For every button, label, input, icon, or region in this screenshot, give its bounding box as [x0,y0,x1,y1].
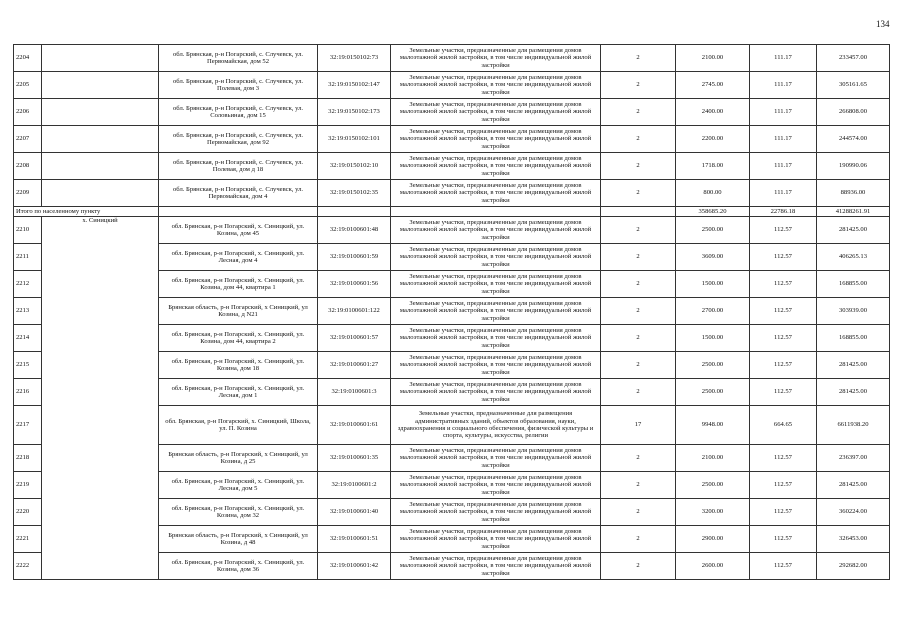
cadastral-number-cell: 32:19:0100601:27 [318,352,391,379]
land-purpose-cell: Земельные участки, предназначенные для размещения домов малоэтажной жилой застройки, в том числе индивидуальной жилой застройки [391,298,601,325]
table-row [14,99,890,126]
rate-cell: 664.65 [750,406,817,445]
table-row [14,72,890,99]
rate-cell: 112.57 [750,271,817,298]
value-cell: 326453.00 [817,526,890,553]
cadastral-number-cell: 32:19:0150102:101 [318,126,391,153]
value-cell: 236397.00 [817,445,890,472]
land-purpose-cell: Земельные участки, предназначенные для размещения домов малоэтажной жилой застройки, в том числе индивидуальной жилой застройки [391,72,601,99]
cadastral-number-cell: 32:19:0150102:10 [318,153,391,180]
row-number: 2219 [14,472,42,499]
land-purpose-cell: Земельные участки, предназначенные для размещения домов малоэтажной жилой застройки, в том числе индивидуальной жилой застройки [391,499,601,526]
land-purpose-cell: Земельные участки, предназначенные для размещения домов малоэтажной жилой застройки, в том числе индивидуальной жилой застройки [391,271,601,298]
value-cell: 266808.00 [817,99,890,126]
value-cell: 406265.13 [817,244,890,271]
address-cell: Брянская область, р-н Погарский, х Синицкий, ул Козина, д 48 [159,526,318,553]
row-number: 2218 [14,445,42,472]
land-purpose-cell: Земельные участки, предназначенные для размещения домов малоэтажной жилой застройки, в том числе индивидуальной жилой застройки [391,472,601,499]
address-cell: обл. Брянская, р-н Погарский, х. Синицкий, ул. Козина, дом 44, квартира 1 [159,271,318,298]
area-cell: 2745.00 [676,72,750,99]
area-cell: 3200.00 [676,499,750,526]
settlement-name: х. Синицкий [42,217,159,580]
address-cell: Брянская область, р-н Погарский, х Синицкий, ул Козина, д N21 [159,298,318,325]
rate-cell: 112.57 [750,499,817,526]
rate-cell: 111.17 [750,99,817,126]
empty-cell [42,180,159,207]
land-purpose-cell: Земельные участки, предназначенные для размещения домов малоэтажной жилой застройки, в том числе индивидуальной жилой застройки [391,217,601,244]
group-cell: 2 [601,445,676,472]
rate-cell: 112.57 [750,325,817,352]
rate-cell: 111.17 [750,180,817,207]
group-cell: 2 [601,271,676,298]
row-number: 2209 [14,180,42,207]
land-purpose-cell: Земельные участки, предназначенные для размещения домов малоэтажной жилой застройки, в том числе индивидуальной жилой застройки [391,325,601,352]
row-number: 2208 [14,153,42,180]
cadastral-number-cell: 32:19:0100601:35 [318,445,391,472]
rate-cell: 112.57 [750,298,817,325]
area-cell: 2500.00 [676,379,750,406]
value-cell: 281425.00 [817,217,890,244]
area-cell: 800.00 [676,180,750,207]
empty-cell [42,72,159,99]
land-purpose-cell: Земельные участки, предназначенные для размещения домов малоэтажной жилой застройки, в том числе индивидуальной жилой застройки [391,126,601,153]
total-rate: 22786.18 [750,207,817,217]
value-cell: 244574.00 [817,126,890,153]
empty-cell [42,126,159,153]
address-cell: обл. Брянская, р-н Погарский, с. Случевск, ул. Полевая, дом д 18 [159,153,318,180]
land-purpose-cell: Земельные участки, предназначенные для размещения домов малоэтажной жилой застройки, в том числе индивидуальной жилой застройки [391,379,601,406]
value-cell: 305161.65 [817,72,890,99]
total-area: 358685.20 [676,207,750,217]
area-cell: 2100.00 [676,45,750,72]
cadastral-number-cell: 32:19:0100601:122 [318,298,391,325]
value-cell: 190990.06 [817,153,890,180]
area-cell: 2500.00 [676,472,750,499]
group-cell: 2 [601,72,676,99]
value-cell: 6611938.20 [817,406,890,445]
row-number: 2204 [14,45,42,72]
settlement-1-rows [14,45,890,207]
rate-cell: 112.57 [750,379,817,406]
area-cell: 2500.00 [676,352,750,379]
cadastral-number-cell: 32:19:0100601:56 [318,271,391,298]
address-cell: обл. Брянская, р-н Погарский, с. Случевск, ул. Первомайская, дом 4 [159,180,318,207]
group-cell: 2 [601,126,676,153]
group-cell: 17 [601,406,676,445]
area-cell: 1500.00 [676,271,750,298]
table-row [14,153,890,180]
row-number: 2216 [14,379,42,406]
rate-cell: 112.57 [750,217,817,244]
land-purpose-cell: Земельные участки, предназначенные для размещения домов малоэтажной жилой застройки, в том числе индивидуальной жилой застройки [391,45,601,72]
row-number: 2221 [14,526,42,553]
page-number: 134 [876,19,890,29]
value-cell: 292682.00 [817,553,890,580]
table-row [14,217,890,244]
group-cell: 2 [601,352,676,379]
group-cell: 2 [601,526,676,553]
area-cell: 2500.00 [676,217,750,244]
row-number: 2206 [14,99,42,126]
row-number: 2212 [14,271,42,298]
address-cell: обл. Брянская, р-н Погарский, х. Синицкий, ул. Козина, дом 18 [159,352,318,379]
group-cell: 2 [601,553,676,580]
rate-cell: 111.17 [750,153,817,180]
rate-cell: 111.17 [750,45,817,72]
cadastral-number-cell: 32:19:0100601:40 [318,499,391,526]
rate-cell: 112.57 [750,526,817,553]
cadastral-number-cell: 32:19:0100601:57 [318,325,391,352]
total-row [14,207,890,217]
land-registry-table [13,44,890,580]
cadastral-number-cell: 32:19:0100601:59 [318,244,391,271]
row-number: 2217 [14,406,42,445]
address-cell: обл. Брянская, р-н Погарский, х. Синицкий, ул. Козина, дом 36 [159,553,318,580]
value-cell: 281425.00 [817,379,890,406]
table-row [14,126,890,153]
address-cell: Брянская область, р-н Погарский, х Синицкий, ул Козина, д 25 [159,445,318,472]
area-cell: 2900.00 [676,526,750,553]
area-cell: 2200.00 [676,126,750,153]
area-cell: 1500.00 [676,325,750,352]
land-purpose-cell: Земельные участки, предназначенные для размещения домов малоэтажной жилой застройки, в том числе индивидуальной жилой застройки [391,526,601,553]
rate-cell: 112.57 [750,553,817,580]
value-cell: 233457.00 [817,45,890,72]
address-cell: обл. Брянская, р-н Погарский, х. Синицкий, ул. Лесная, дом 1 [159,379,318,406]
area-cell: 1718.00 [676,153,750,180]
address-cell: обл. Брянская, р-н Погарский, с. Случевск, ул. Первомайская, дом 92 [159,126,318,153]
row-number: 2214 [14,325,42,352]
address-cell: обл. Брянская, р-н Погарский, с. Случевск, ул. Соловьиная, дом 15 [159,99,318,126]
land-purpose-cell: Земельные участки, предназначенные для размещения домов малоэтажной жилой застройки, в том числе индивидуальной жилой застройки [391,445,601,472]
cadastral-number-cell: 32:19:0100601:3 [318,379,391,406]
row-number: 2205 [14,72,42,99]
area-cell: 2600.00 [676,553,750,580]
row-number: 2207 [14,126,42,153]
address-cell: обл. Брянская, р-н Погарский, х. Синицкий, ул. Козина, дом 44, квартира 2 [159,325,318,352]
total-value: 41288261.91 [817,207,890,217]
value-cell: 281425.00 [817,352,890,379]
group-cell: 2 [601,472,676,499]
cadastral-number-cell: 32:19:0100601:2 [318,472,391,499]
rate-cell: 111.17 [750,72,817,99]
group-cell: 2 [601,325,676,352]
land-purpose-cell: Земельные участки, предназначенные для размещения административных зданий, объектов образования, науки, здравоохранения и социального обеспечения, физической культуры и спорта, культуры, искусства, религии [391,406,601,445]
empty-cell [42,153,159,180]
value-cell: 281425.00 [817,472,890,499]
area-cell: 9948.00 [676,406,750,445]
area-cell: 2400.00 [676,99,750,126]
rate-cell: 112.57 [750,445,817,472]
cadastral-number-cell: 32:19:0100601:51 [318,526,391,553]
value-cell: 168855.00 [817,325,890,352]
cadastral-number-cell: 32:19:0150102:73 [318,45,391,72]
value-cell: 303939.00 [817,298,890,325]
area-cell: 3609.00 [676,244,750,271]
row-number: 2211 [14,244,42,271]
address-cell: обл. Брянская, р-н Погарский, с. Случевск, ул. Первомайская, дом 52 [159,45,318,72]
group-cell: 2 [601,180,676,207]
group-cell: 2 [601,244,676,271]
land-purpose-cell: Земельные участки, предназначенные для размещения домов малоэтажной жилой застройки, в том числе индивидуальной жилой застройки [391,180,601,207]
row-number: 2213 [14,298,42,325]
value-cell: 168855.00 [817,271,890,298]
land-purpose-cell: Земельные участки, предназначенные для размещения домов малоэтажной жилой застройки, в том числе индивидуальной жилой застройки [391,153,601,180]
area-cell: 2100.00 [676,445,750,472]
land-purpose-cell: Земельные участки, предназначенные для размещения домов малоэтажной жилой застройки, в том числе индивидуальной жилой застройки [391,352,601,379]
group-cell: 2 [601,45,676,72]
rate-cell: 111.17 [750,126,817,153]
row-number: 2220 [14,499,42,526]
row-number: 2215 [14,352,42,379]
cadastral-number-cell: 32:19:0100601:48 [318,217,391,244]
address-cell: обл. Брянская, р-н Погарский, х. Синицкий, ул. Лесная, дом 5 [159,472,318,499]
land-purpose-cell: Земельные участки, предназначенные для размещения домов малоэтажной жилой застройки, в том числе индивидуальной жилой застройки [391,244,601,271]
group-cell: 2 [601,298,676,325]
address-cell: обл. Брянская, р-н Погарский, с. Случевск, ул. Полевая, дом 3 [159,72,318,99]
rate-cell: 112.57 [750,352,817,379]
land-purpose-cell: Земельные участки, предназначенные для размещения домов малоэтажной жилой застройки, в том числе индивидуальной жилой застройки [391,99,601,126]
empty-cell [42,45,159,72]
group-cell: 2 [601,499,676,526]
cadastral-number-cell: 32:19:0100601:61 [318,406,391,445]
group-cell: 2 [601,217,676,244]
cadastral-number-cell: 32:19:0150102:173 [318,99,391,126]
cadastral-number-cell: 32:19:0150102:35 [318,180,391,207]
area-cell: 2700.00 [676,298,750,325]
land-purpose-cell: Земельные участки, предназначенные для размещения домов малоэтажной жилой застройки, в том числе индивидуальной жилой застройки [391,553,601,580]
row-number: 2222 [14,553,42,580]
address-cell: обл. Брянская, р-н Погарский, х. Синицкий, Школа, ул. П. Козина [159,406,318,445]
group-cell: 2 [601,153,676,180]
table-row [14,180,890,207]
rate-cell: 112.57 [750,472,817,499]
table-row [14,45,890,72]
row-number: 2210 [14,217,42,244]
address-cell: обл. Брянская, р-н Погарский, х. Синицкий, ул. Козина, дом 32 [159,499,318,526]
address-cell: обл. Брянская, р-н Погарский, х. Синицкий, ул. Лесная, дом 4 [159,244,318,271]
cadastral-number-cell: 32:19:0100601:42 [318,553,391,580]
value-cell: 88936.00 [817,180,890,207]
settlement-total [14,207,890,217]
value-cell: 360224.00 [817,499,890,526]
address-cell: обл. Брянская, р-н Погарский, х. Синицкий, ул. Козина, дом 45 [159,217,318,244]
empty-cell [42,99,159,126]
rate-cell: 112.57 [750,244,817,271]
total-label: Итого по населенному пункту [14,207,159,217]
settlement-2-rows [14,217,890,580]
cadastral-number-cell: 32:19:0150102:147 [318,72,391,99]
group-cell: 2 [601,379,676,406]
group-cell: 2 [601,99,676,126]
